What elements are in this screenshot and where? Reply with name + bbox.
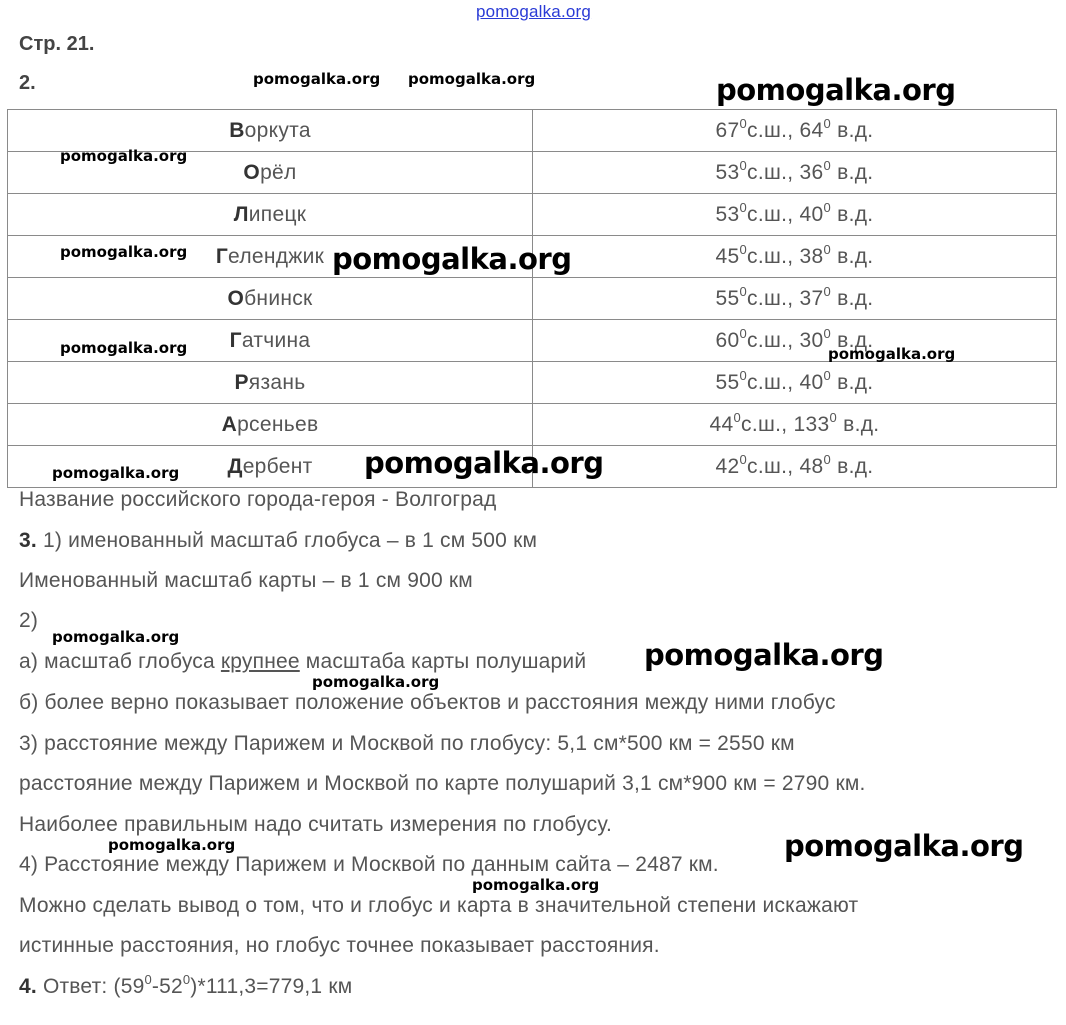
task2-number: 2. xyxy=(19,72,36,94)
watermark: pomogalka.org xyxy=(60,243,188,261)
table-row xyxy=(8,362,1057,404)
latitude: 44 xyxy=(709,412,734,436)
lat-suffix: с.ш., xyxy=(747,118,800,142)
coordinates-cell xyxy=(533,152,1057,194)
longitude: 40 xyxy=(799,202,824,226)
city-rest: рёл xyxy=(260,160,297,184)
city-initial: О xyxy=(227,286,245,310)
longitude: 36 xyxy=(799,160,824,184)
city-initial: Р xyxy=(234,370,249,394)
watermark: pomogalka.org xyxy=(364,446,604,480)
task4-text-b: -52 xyxy=(151,975,183,998)
task3-line8: Наиболее правильным надо считать измерения по глобусу. xyxy=(19,813,612,836)
watermark: pomogalka.org xyxy=(644,638,884,672)
longitude: 48 xyxy=(799,454,824,478)
table-row xyxy=(8,194,1057,236)
task3-number: 3. xyxy=(19,529,37,552)
degree-mark: 0 xyxy=(739,367,748,383)
city-cell xyxy=(8,404,533,446)
lat-suffix: с.ш., xyxy=(747,454,800,478)
longitude: 40 xyxy=(799,370,824,394)
lat-suffix: с.ш., xyxy=(747,286,800,310)
lat-suffix: с.ш., xyxy=(747,160,800,184)
longitude: 133 xyxy=(793,412,830,436)
city-initial: А xyxy=(221,412,238,436)
lon-suffix: в.д. xyxy=(831,160,874,184)
coordinates-cell xyxy=(533,194,1057,236)
city-cell xyxy=(8,362,533,404)
watermark: pomogalka.org xyxy=(408,70,536,88)
task3-line11: истинные расстояния, но глобус точнее показывает расстояния. xyxy=(19,934,660,957)
coordinates-cell xyxy=(533,236,1057,278)
degree-mark: 0 xyxy=(739,325,748,341)
city-initial: Г xyxy=(215,244,229,268)
coordinates-cell xyxy=(533,278,1057,320)
city-rest: ипецк xyxy=(248,202,307,226)
task3-line7: расстояние между Парижем и Москвой по карте полушарий 3,1 см*900 км = 2790 км. xyxy=(19,772,866,795)
watermark: pomogalka.org xyxy=(784,829,1024,863)
task3-line3: 2) xyxy=(19,609,39,632)
degree-mark: 0 xyxy=(733,409,742,425)
watermark: pomogalka.org xyxy=(52,628,180,646)
degree-mark: 0 xyxy=(823,241,832,257)
degree-mark: 0 xyxy=(823,451,832,467)
task4-sup2: 0 xyxy=(182,972,191,987)
city-rest: еленджик xyxy=(228,244,325,268)
task3-line4-underlined: крупнее xyxy=(220,650,300,673)
city-rest: бнинск xyxy=(244,286,313,310)
watermark: pomogalka.org xyxy=(253,70,381,88)
longitude: 64 xyxy=(799,118,824,142)
longitude: 38 xyxy=(799,244,824,268)
watermark: pomogalka.org xyxy=(108,836,236,854)
lon-suffix: в.д. xyxy=(831,244,874,268)
city-rest: ербент xyxy=(242,454,313,478)
task4-number: 4. xyxy=(19,975,37,998)
task4-text-c: )*111,3=779,1 км xyxy=(190,975,353,998)
task3-line5: б) более верно показывает положение объектов и расстояния между ними глобус xyxy=(19,691,836,714)
degree-mark: 0 xyxy=(739,115,748,131)
city-cell xyxy=(8,194,533,236)
degree-mark: 0 xyxy=(823,283,832,299)
degree-mark: 0 xyxy=(823,115,832,131)
task4-answer xyxy=(19,972,353,999)
lon-suffix: в.д. xyxy=(831,118,874,142)
lon-suffix: в.д. xyxy=(831,286,874,310)
latitude: 55 xyxy=(715,370,740,394)
city-initial: Л xyxy=(233,202,249,226)
table-row xyxy=(8,404,1057,446)
lon-suffix: в.д. xyxy=(831,328,874,352)
watermark: pomogalka.org xyxy=(60,339,188,357)
watermark: pomogalka.org xyxy=(312,673,440,691)
city-rest: язань xyxy=(248,370,306,394)
latitude: 67 xyxy=(715,118,740,142)
coordinates-cell xyxy=(533,320,1057,362)
watermark: pomogalka.org xyxy=(828,345,956,363)
task3-line4 xyxy=(19,650,586,674)
city-rest: атчина xyxy=(241,328,311,352)
table-row xyxy=(8,110,1057,152)
lat-suffix: с.ш., xyxy=(747,328,800,352)
table-row xyxy=(8,278,1057,320)
latitude: 42 xyxy=(715,454,740,478)
task3-line1 xyxy=(19,529,537,553)
lon-suffix: в.д. xyxy=(831,454,874,478)
city-initial: В xyxy=(229,118,245,142)
watermark: pomogalka.org xyxy=(332,242,572,276)
city-rest: оркута xyxy=(244,118,311,142)
task3-line2: Именованный масштаб карты – в 1 см 900 км xyxy=(19,569,473,592)
watermark: pomogalka.org xyxy=(716,73,956,107)
lon-suffix: в.д. xyxy=(831,202,874,226)
city-initial: Г xyxy=(229,328,242,352)
lon-suffix: в.д. xyxy=(831,370,874,394)
degree-mark: 0 xyxy=(739,451,748,467)
degree-mark: 0 xyxy=(739,157,748,173)
page-label: Стр. 21. xyxy=(19,33,95,55)
task3-line10: Можно сделать вывод о том, что и глобус и карта в значительной степени искажают xyxy=(19,894,859,917)
task3-line1-text: 1) именованный масштаб глобуса – в 1 см 500 км xyxy=(36,529,538,552)
degree-mark: 0 xyxy=(823,367,832,383)
city-initial: О xyxy=(243,160,261,184)
task3-line4-a: а) масштаб глобуса xyxy=(19,650,221,673)
latitude: 53 xyxy=(715,202,740,226)
degree-mark: 0 xyxy=(823,157,832,173)
task3-line9: 4) Расстояние между Парижем и Москвой по данным сайта – 2487 км. xyxy=(19,853,719,876)
latitude: 55 xyxy=(715,286,740,310)
task2-conclusion: Название российского города-героя - Волгоград xyxy=(19,488,497,511)
latitude: 53 xyxy=(715,160,740,184)
city-initial: Д xyxy=(227,454,243,478)
coordinates-cell xyxy=(533,362,1057,404)
latitude: 45 xyxy=(715,244,740,268)
latitude: 60 xyxy=(715,328,740,352)
watermark: pomogalka.org xyxy=(52,464,180,482)
task4-text-a: Ответ: (59 xyxy=(36,975,145,998)
lat-suffix: с.ш., xyxy=(747,244,800,268)
city-cell xyxy=(8,110,533,152)
longitude: 30 xyxy=(799,328,824,352)
degree-mark: 0 xyxy=(823,199,832,215)
lat-suffix: с.ш., xyxy=(747,370,800,394)
watermark: pomogalka.org xyxy=(472,876,600,894)
degree-mark: 0 xyxy=(829,409,838,425)
degree-mark: 0 xyxy=(739,283,748,299)
task3-line4-b: масштаба карты полушарий xyxy=(299,650,587,673)
degree-mark: 0 xyxy=(823,325,832,341)
coordinates-cell xyxy=(533,404,1057,446)
longitude: 37 xyxy=(799,286,824,310)
watermark: pomogalka.org xyxy=(60,147,188,165)
site-link[interactable]: pomogalka.org xyxy=(476,2,592,21)
lon-suffix: в.д. xyxy=(837,412,880,436)
coordinates-cell xyxy=(533,446,1057,488)
city-cell xyxy=(8,278,533,320)
coordinates-table xyxy=(7,109,1057,488)
degree-mark: 0 xyxy=(739,199,748,215)
coordinates-cell xyxy=(533,110,1057,152)
degree-mark: 0 xyxy=(739,241,748,257)
task4-sup1: 0 xyxy=(144,972,152,987)
task3-line6: 3) расстояние между Парижем и Москвой по глобусу: 5,1 см*500 км = 2550 км xyxy=(19,732,795,755)
city-rest: рсеньев xyxy=(237,412,319,436)
lat-suffix: с.ш., xyxy=(747,202,800,226)
lat-suffix: с.ш., xyxy=(741,412,794,436)
